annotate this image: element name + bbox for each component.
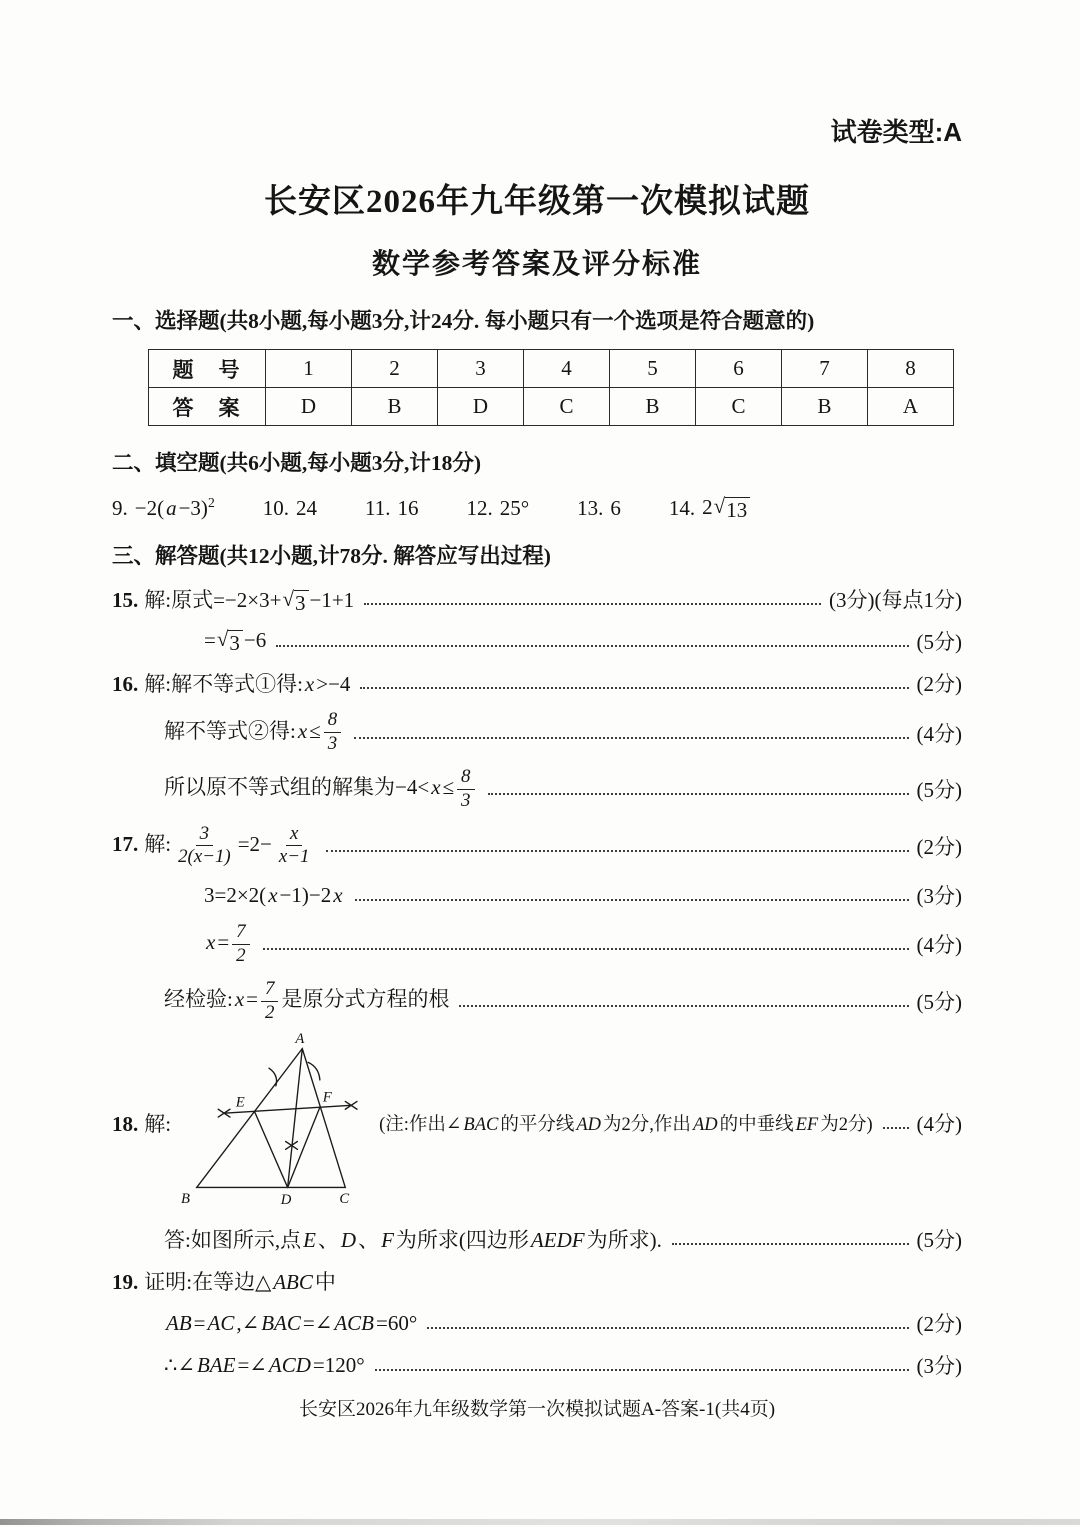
choice-answer-table (148, 349, 954, 426)
fill-value: 2 √ 13 (702, 495, 751, 521)
dotted-leader (459, 1003, 908, 1007)
fill-number: 13. (577, 495, 604, 520)
section-choice-heading: 一、选择题(共8小题,每小题3分,计24分. 每小题只有一个选项是符合题意的) (112, 309, 815, 333)
solution-line-17-2 (112, 880, 962, 910)
segment-ed (254, 1112, 287, 1188)
fill-answers-row (112, 495, 962, 521)
expression: x= $\frac{7}{2}$ (204, 930, 253, 954)
answer-cell: B (782, 388, 868, 426)
fill-answer-14 (669, 495, 751, 521)
fill-value: 16 (397, 495, 419, 520)
solution-line-18-figure (112, 1033, 962, 1212)
expression: AB=AC,∠BAC=∠ACB=60° (166, 1310, 418, 1335)
dotted-leader (427, 1325, 908, 1329)
expression: ∴∠BAE=∠ACD=120° (164, 1352, 365, 1377)
score-label: (2分) (916, 1312, 962, 1337)
problem-number: 16. (112, 672, 139, 697)
vertex-label-f: F (322, 1089, 332, 1106)
page-subtitle: 数学参考答案及评分标准 (371, 249, 702, 280)
fill-answer-11 (365, 496, 418, 521)
dotted-leader (263, 946, 909, 950)
problem-number: 18. (112, 1111, 139, 1136)
section-fill-heading: 二、填空题(共6小题,每小题3分,计18分) (112, 451, 482, 475)
score-label: (2分) (916, 672, 962, 697)
row-label-number: 题 号 (149, 350, 266, 388)
dotted-leader (883, 1125, 909, 1129)
solution-line-18-answer (112, 1224, 962, 1254)
vertex-label-b: B (181, 1191, 191, 1208)
table-row-numbers (149, 350, 954, 388)
question-number-cell: 8 (868, 350, 954, 388)
solution-line-17-3 (112, 922, 962, 967)
score-label: (5分) (916, 1228, 962, 1253)
dotted-leader (360, 685, 908, 689)
score-label: (3分) (916, 884, 962, 909)
page-footer: 长安区2026年九年级数学第一次模拟试题A-答案-1(共4页) (298, 1399, 776, 1421)
question-number-cell: 1 (266, 350, 352, 388)
expression: 所以原不等式组的解集为−4<x≤ $\frac{8}{3}$ (164, 775, 478, 799)
expression: 答:如图所示,点E、D、F为所求(四边形AEDF为所求). (164, 1228, 662, 1253)
score-label: (4分) (916, 933, 962, 958)
question-number-cell: 3 (438, 350, 524, 388)
question-number-cell: 6 (696, 350, 782, 388)
answer-cell: C (696, 388, 782, 426)
question-number-cell: 7 (782, 350, 868, 388)
fill-number: 10. (262, 495, 290, 520)
score-label: (3分) (916, 1354, 962, 1379)
dotted-leader (276, 643, 908, 647)
problem-number: 19. (112, 1270, 139, 1295)
dotted-leader (355, 897, 909, 901)
vertex-label-a: A (295, 1033, 305, 1048)
solution-line-17-4 (112, 979, 962, 1024)
page-title: 长安区2026年九年级第一次模拟试题 (264, 184, 810, 220)
fill-value: 24 (296, 495, 318, 520)
answer-cell: D (266, 388, 352, 426)
solution-line-16-2 (112, 710, 962, 755)
answer-cell: A (868, 388, 954, 426)
answer-cell: C (524, 388, 610, 426)
expression: 经检验:x= $\frac{7}{2}$ 是原分式方程的根 (164, 977, 450, 1023)
fill-number: 11. (365, 495, 391, 520)
fill-answer-12 (467, 496, 530, 521)
dotted-leader (672, 1241, 909, 1245)
expression: 解不等式②得:x≤ $\frac{8}{3}$ (164, 719, 344, 743)
question-number-cell: 5 (610, 350, 696, 388)
scan-edge-artifact (0, 1519, 1080, 1525)
expression: (注:作出∠ BAC 的平分线 AD 为2分,作出 AD 的中垂线 EF 为2分) (379, 1114, 873, 1135)
solution-line-17-1 (112, 824, 962, 869)
problem-number: 17. (112, 831, 139, 856)
question-number-cell: 2 (352, 350, 438, 388)
answer-cell: B (610, 388, 696, 426)
score-label: (2分) (916, 834, 962, 859)
fill-answer-9 (112, 495, 215, 521)
expression: 解:解不等式①得:x>−4 (144, 672, 351, 697)
paper-type-label: 试卷类型:A (830, 117, 962, 147)
solution-line-19-1 (112, 1266, 962, 1296)
bisector-ad (288, 1049, 303, 1188)
score-label: (4分) (916, 1111, 962, 1136)
construction-figure (173, 1033, 369, 1212)
dotted-leader (364, 601, 821, 605)
answer-cell: B (352, 388, 438, 426)
answer-cell: D (438, 388, 524, 426)
table-row-answers (149, 388, 954, 426)
solve-head: 解: (144, 1111, 172, 1136)
score-label: (5分) (916, 778, 962, 803)
expression: 3=2×2(x−1)−2x (204, 882, 343, 907)
dotted-leader (375, 1367, 909, 1371)
dotted-leader (354, 735, 908, 739)
solution-line-15-1 (112, 584, 962, 614)
geometry-figure-18 (173, 1033, 369, 1207)
vertex-label-d: D (280, 1192, 292, 1208)
expression: = √ 3 −6 (204, 627, 267, 656)
score-label: (3分)(每点1分) (829, 588, 962, 613)
vertex-label-c: C (339, 1191, 350, 1208)
problem-number: 15. (112, 588, 139, 613)
construction-note (379, 1108, 962, 1138)
expression: 解: $\frac{3}{2(x-1)}$ =2− $\frac{x}{x-1}$ (144, 822, 310, 868)
row-label-answer: 答 案 (149, 388, 266, 426)
solution-line-16-1 (112, 668, 962, 698)
solution-line-15-2 (112, 626, 962, 656)
section-solve-heading: 三、解答题(共12小题,计78分. 解答应写出过程) (112, 544, 551, 569)
fill-value: 6 (610, 495, 621, 520)
score-label: (5分) (916, 630, 962, 655)
dotted-leader (326, 848, 908, 852)
solution-line-16-3 (112, 767, 962, 812)
solution-line-19-2 (112, 1308, 962, 1338)
vertex-label-e: E (235, 1094, 245, 1111)
fill-number: 14. (668, 495, 696, 520)
expression: 证明:在等边△ABC中 (144, 1270, 336, 1295)
dotted-leader (488, 791, 909, 795)
fill-value: $-2(a-3)^2$ (134, 495, 215, 521)
fill-answer-10 (263, 496, 317, 521)
score-label: (5分) (916, 990, 962, 1015)
fill-number: 12. (466, 495, 493, 520)
fill-answer-13 (577, 496, 621, 521)
question-number-cell: 4 (524, 350, 610, 388)
expression: 解:原式=−2×3+ √ 3 −1+1 (144, 587, 355, 616)
score-label: (4分) (916, 721, 962, 746)
fill-value: 25° (499, 495, 530, 520)
solution-line-19-3 (112, 1350, 962, 1380)
fill-number: 9. (112, 495, 128, 520)
